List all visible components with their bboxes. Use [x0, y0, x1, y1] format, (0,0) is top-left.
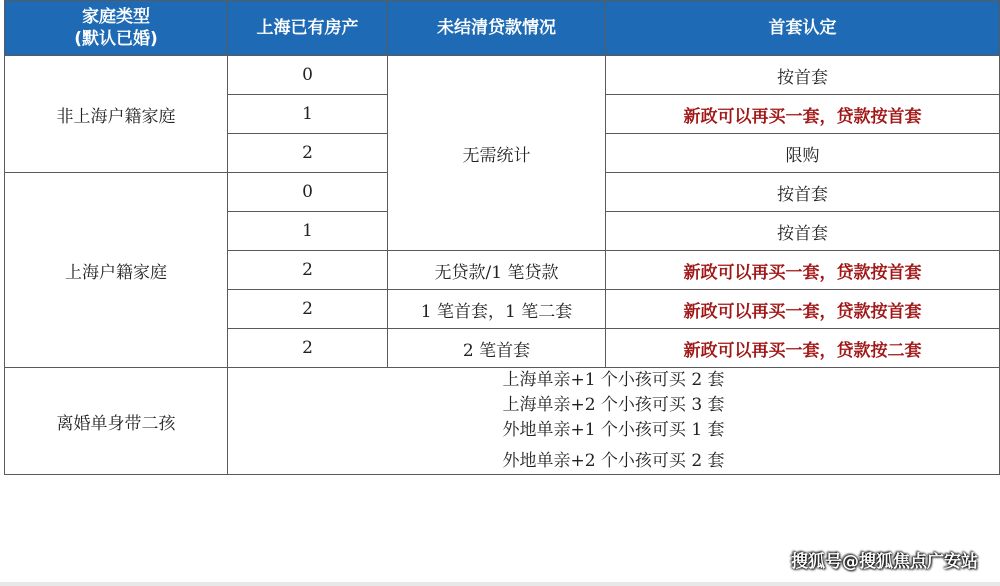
divorced-notes	[228, 368, 1000, 475]
loan-cell-no-count: 无需统计	[388, 56, 606, 251]
table-row	[5, 56, 1000, 95]
loan-cell: 2 笔首套	[388, 329, 606, 368]
houses-cell: 2	[228, 134, 388, 173]
note-line: 上海单亲+2 个小孩可买 3 套	[502, 395, 725, 415]
header-family-type	[5, 1, 228, 56]
header-first-home-determination: 首套认定	[606, 1, 1000, 56]
houses-cell: 1	[228, 95, 388, 134]
source-watermark: 搜狐号@搜狐焦点广安站	[791, 552, 978, 572]
table-header-row	[5, 1, 1000, 56]
header-family-type-line1: 家庭类型	[82, 7, 150, 27]
family-type-non-local: 非上海户籍家庭	[5, 56, 228, 173]
result-cell-highlight: 新政可以再买一套，贷款按首套	[606, 251, 1000, 290]
loan-cell: 无贷款/1 笔贷款	[388, 251, 606, 290]
housing-policy-table	[4, 0, 1000, 475]
houses-cell: 2	[228, 251, 388, 290]
result-cell-highlight: 新政可以再买一套，贷款按二套	[606, 329, 1000, 368]
table-row	[5, 368, 1000, 475]
result-cell: 按首套	[606, 173, 1000, 212]
houses-cell: 2	[228, 329, 388, 368]
result-cell: 限购	[606, 134, 1000, 173]
result-cell-highlight: 新政可以再买一套，贷款按首套	[606, 95, 1000, 134]
bottom-strip	[0, 582, 1000, 586]
houses-cell: 1	[228, 212, 388, 251]
houses-cell: 2	[228, 290, 388, 329]
loan-cell: 1 笔首套，1 笔二套	[388, 290, 606, 329]
header-existing-houses: 上海已有房产	[228, 1, 388, 56]
result-cell: 按首套	[606, 56, 1000, 95]
header-family-type-line2: (默认已婚)	[74, 29, 158, 49]
note-line: 外地单亲+1 个小孩可买 1 套	[502, 420, 725, 440]
family-type-local: 上海户籍家庭	[5, 173, 228, 368]
header-outstanding-loans: 未结清贷款情况	[388, 1, 606, 56]
family-type-divorced: 离婚单身带二孩	[5, 368, 228, 475]
note-line: 上海单亲+1 个小孩可买 2 套	[502, 370, 725, 390]
houses-cell: 0	[228, 173, 388, 212]
note-line: 外地单亲+2 个小孩可买 2 套	[502, 451, 725, 471]
houses-cell: 0	[228, 56, 388, 95]
result-cell: 按首套	[606, 212, 1000, 251]
result-cell-highlight: 新政可以再买一套，贷款按首套	[606, 290, 1000, 329]
